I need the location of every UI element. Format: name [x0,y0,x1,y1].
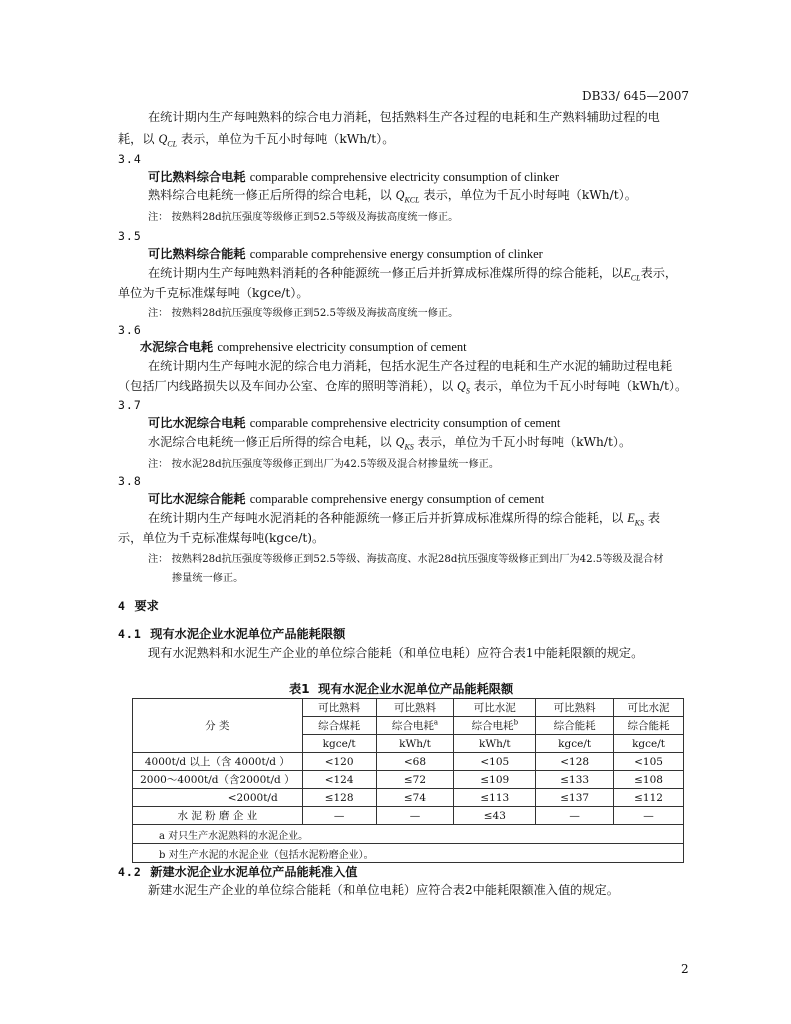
col-5-line-2: 综合能耗 [614,717,684,735]
note-3-7: 注： 按水泥28d抗压强度等级修正到出厂为42.5等级及混合材掺量统一修正。 [148,459,500,470]
symbol-q-cl: $Q_{CL}$ [158,132,178,149]
note-3-8-line-2: 掺量统一修正。 [172,573,244,584]
section-body-3-8-line-1: 在统计期内生产每吨水泥消耗的各种能源统一修正后并折算成标准煤所得的综合能耗，以 $E_{KS}$ 表 [148,511,661,528]
table-cell: ≤74 [376,789,454,807]
table-cell: ≤113 [454,789,536,807]
table-cell: ≤72 [376,771,454,789]
table-cell: — [614,807,684,825]
intro-line-1: 在统计期内生产每吨熟料的综合电力消耗，包括熟料生产各过程的电耗和生产熟料辅助过程的电 [148,110,660,124]
table-cell: <105 [614,753,684,771]
col-1-line-1: 可比熟料 [302,699,376,717]
table-cell: — [302,807,376,825]
col-1-unit: kgce/t [302,735,376,753]
note-3-4: 注： 按熟料28d抗压强度等级修正到52.5等级及海拔高度统一修正。 [148,212,459,223]
table-cell: ≤112 [614,789,684,807]
col-2-line-2: 综合电耗$^a$ [376,717,454,735]
note-3-5: 注： 按熟料28d抗压强度等级修正到52.5等级及海拔高度统一修正。 [148,308,459,319]
section-title-3-7: 可比水泥综合电耗 comparable comprehensive electricity consumption of cement [148,416,561,430]
section-body-3-7: 水泥综合电耗统一修正后所得的综合电耗，以 $Q_{KS}$ 表示，单位为千瓦小时每吨（kWh/t）。 [148,435,632,452]
table-cell: <68 [376,753,454,771]
col-3-line-2: 综合电耗$^b$ [454,717,536,735]
col-4-line-1: 可比熟料 [536,699,614,717]
section-number-3-5: 3.5 [118,229,142,243]
section-body-3-8-line-2: 示，单位为千克标准煤每吨(kgce/t)。 [118,531,325,545]
table-cell: ≤128 [302,789,376,807]
col-1-line-2: 综合煤耗 [302,717,376,735]
table-row [133,771,684,789]
table-1-caption: 表1 现有水泥企业水泥单位产品能耗限额 [289,682,514,696]
table-cell: — [376,807,454,825]
col-4-unit: kgce/t [536,735,614,753]
table-row [133,789,684,807]
col-2-line-1: 可比熟料 [376,699,454,717]
note-3-8-line-1: 注： 按熟料28d抗压强度等级修正到52.5等级、海拔高度、水泥28d抗压强度等级修正到出厂为42.5等级及混合材 [148,554,664,565]
table-cell: ≤108 [614,771,684,789]
table-row [133,807,684,825]
section-title-3-5: 可比熟料综合能耗 comparable comprehensive energy consumption of clinker [148,247,543,261]
col-2-unit: kWh/t [376,735,454,753]
col-3-unit: kWh/t [454,735,536,753]
col-5-unit: kgce/t [614,735,684,753]
section-title-3-4: 可比熟料综合电耗 comparable comprehensive electricity consumption of clinker [148,170,560,184]
table-cell: <120 [302,753,376,771]
document-id: DB33/ 645—2007 [581,89,689,103]
section-body-3-5: 在统计期内生产每吨熟料消耗的各种能源统一修正后并折算成标准煤所得的综合能耗，以$E_{CL}$表示， [148,266,678,283]
section-body-3-6-line-2: （包括厂内线路损失以及车间办公室、仓库的照明等消耗），以 $Q_S$ 表示，单位为千瓦小时每吨（kWh/t）。 [118,379,688,396]
section-body-3-4: 熟料综合电耗统一修正后所得的综合电耗，以 $Q_{KCL}$ 表示，单位为千瓦小时每吨（kWh/t）。 [148,188,637,205]
table-footnote-row [133,825,684,844]
energy-limit-table [132,698,684,863]
section-title-3-8: 可比水泥综合能耗 comparable comprehensive energy consumption of cement [148,492,545,506]
section-4-heading: 4 要求 [118,599,159,613]
row-label: 水 泥 粉 磨 企 业 [133,807,303,825]
section-number-3-8: 3.8 [118,474,142,488]
footnote-b: b 对生产水泥的水泥企业（包括水泥粉磨企业）。 [133,844,684,863]
section-body-3-5-line-2: 单位为千克标准煤每吨（kgce/t）。 [118,286,309,300]
table-cell: ≤43 [454,807,536,825]
section-4-1-heading: 4.1 现有水泥企业水泥单位产品能耗限额 [118,627,346,641]
table-cell: ≤109 [454,771,536,789]
table-cell: <105 [454,753,536,771]
category-header: 分 类 [133,699,303,753]
row-label: <2000t/d [133,789,303,807]
table-cell: ≤133 [536,771,614,789]
col-4-line-2: 综合能耗 [536,717,614,735]
col-3-line-1: 可比水泥 [454,699,536,717]
section-4-2-body: 新建水泥生产企业的单位综合能耗（和单位电耗）应符合表2中能耗限额准入值的规定。 [148,883,619,897]
row-label: 4000t/d 以上（含 4000t/d ） [133,753,303,771]
section-number-3-6: 3.6 [118,323,142,337]
table-footnote-row [133,844,684,863]
section-number-3-4: 3.4 [118,152,142,166]
section-4-2-heading: 4.2 新建水泥企业水泥单位产品能耗准入值 [118,865,358,879]
page-number: 2 [681,962,689,976]
col-5-line-1: 可比水泥 [614,699,684,717]
table-row [133,753,684,771]
section-body-3-6-line-1: 在统计期内生产每吨水泥的综合电力消耗，包括水泥生产各过程的电耗和生产水泥的辅助过程电耗 [148,359,673,373]
table-cell: ≤137 [536,789,614,807]
table-cell: <128 [536,753,614,771]
section-number-3-7: 3.7 [118,398,142,412]
section-title-3-6: 水泥综合电耗 comprehensive electricity consumption of cement [140,340,467,354]
section-4-1-body: 现有水泥熟料和水泥生产企业的单位综合能耗（和单位电耗）应符合表1中能耗限额的规定。 [148,646,644,660]
table-header-row [133,699,684,717]
table-cell: <124 [302,771,376,789]
footnote-a: a 对只生产水泥熟料的水泥企业。 [133,825,684,844]
table-cell: — [536,807,614,825]
row-label: 2000～4000t/d（含2000t/d ） [133,771,303,789]
intro-line-2: 耗，以 $Q_{CL}$ 表示，单位为千瓦小时每吨（kWh/t）。 [118,132,395,149]
